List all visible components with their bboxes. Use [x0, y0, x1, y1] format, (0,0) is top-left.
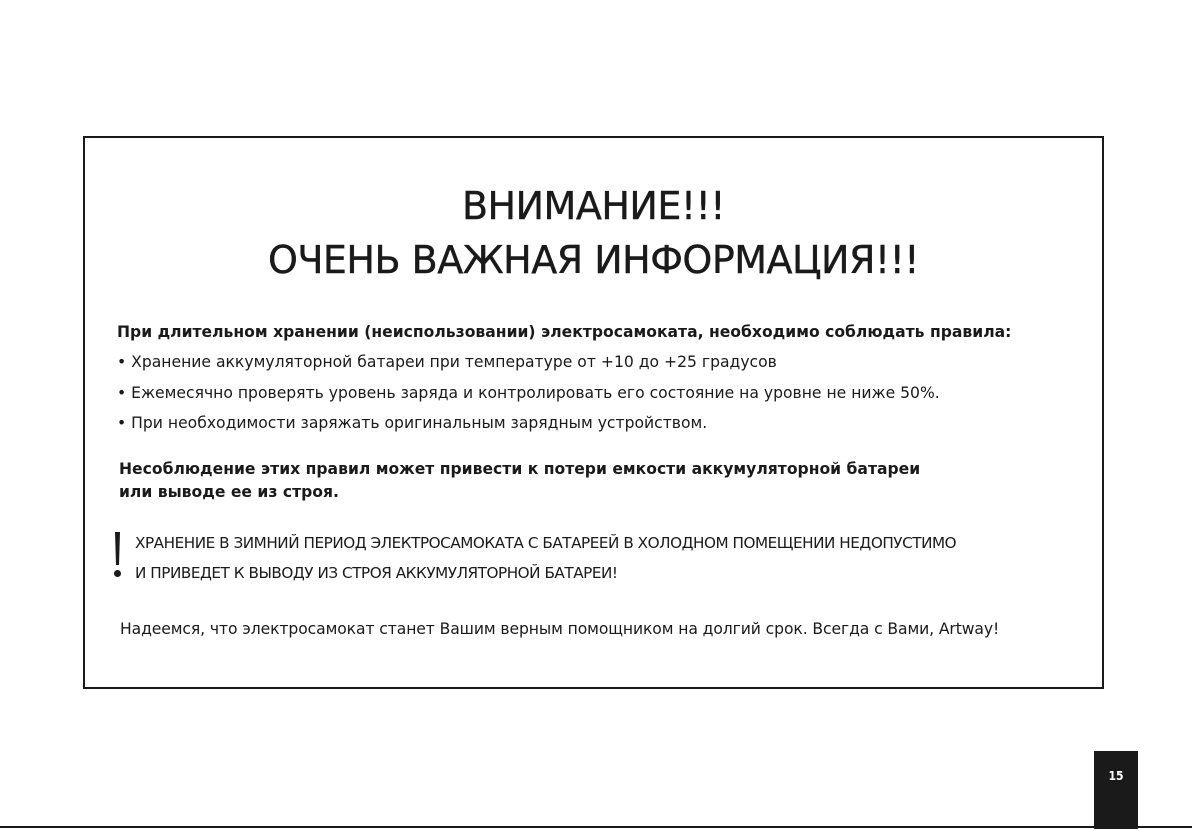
page-number-tab — [1094, 751, 1138, 829]
rules-heading: При длительном хранении (неиспользовании) электросамоката, необходимо соблюдать правила: — [117, 323, 1012, 341]
notice-title: ВНИМАНИЕ!!! — [461, 184, 726, 228]
page-number: 15 — [1108, 769, 1124, 783]
notice-subtitle: ОЧЕНЬ ВАЖНАЯ ИНФОРМАЦИЯ!!! — [267, 238, 920, 282]
consequence-text: или выводе ее из строя. — [119, 483, 339, 501]
notice-box — [83, 136, 1104, 689]
winter-storage-warning: ХРАНЕНИЕ В ЗИМНИЙ ПЕРИОД ЭЛЕКТРОСАМОКАТА С БАТАРЕЕЙ В ХОЛОДНОМ ПОМЕЩЕНИИ НЕДОПУСТИМО — [135, 534, 957, 552]
exclamation-icon-bar — [115, 532, 120, 565]
rule-item: • При необходимости заряжать оригинальным зарядным устройством. — [117, 414, 708, 432]
exclamation-icon — [113, 524, 127, 584]
rule-item: • Ежемесячно проверять уровень заряда и контролировать его состояние на уровне не ниже 50%. — [117, 384, 940, 402]
closing-message: Надеемся, что электросамокат станет Вашим верным помощником на долгий срок. Всегда с Вами, Artway! — [120, 620, 1000, 638]
rule-item: • Хранение аккумуляторной батареи при температуре от +10 до +25 градусов — [117, 353, 777, 371]
winter-storage-warning: И ПРИВЕДЕТ К ВЫВОДУ ИЗ СТРОЯ АККУМУЛЯТОРНОЙ БАТАРЕИ! — [135, 564, 618, 582]
bottom-divider — [0, 826, 1192, 828]
consequence-text: Несоблюдение этих правил может привести к потери емкости аккумуляторной батареи — [119, 460, 921, 478]
exclamation-icon-dot — [114, 570, 121, 577]
